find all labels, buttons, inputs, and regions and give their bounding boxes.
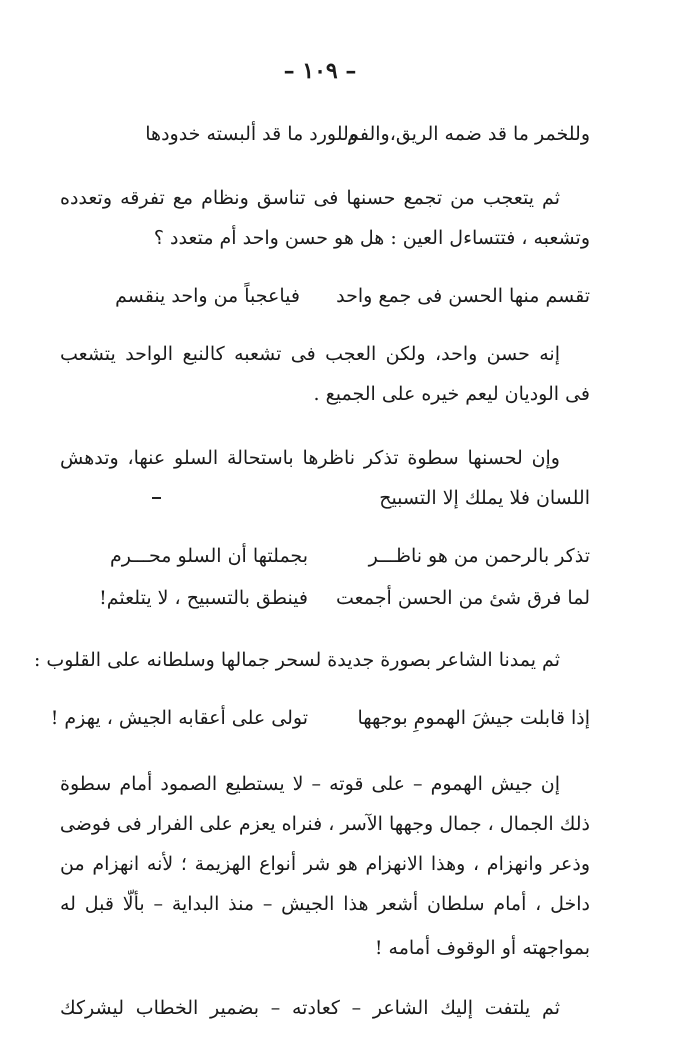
- verse-hemistich-left-text: وللخمر ما قد ضمه الريق،والفم: [347, 123, 590, 145]
- text-line: فى الوديان ليعم خيره على الجميع .: [313, 383, 590, 405]
- verse-hemistich-left: فياعجباً من واحد ينقسم: [115, 285, 300, 307]
- verse-hemistich-right: إذا قابلت جيشَ الهمومِ بوجهها: [357, 707, 590, 729]
- text-line: وتشعبه ، فتتساءل العين : هل هو حسن واحد أم متعدد ؟: [153, 227, 590, 249]
- text-line: وذعر وانهزام ، وهذا الانهزام هو شر أنواع الهزيمة ؛ لأنه انهزام من: [60, 853, 590, 875]
- verse-hemistich-right: تقسم منها الحسن فى جمع واحد: [336, 285, 590, 307]
- text-line: إن جيش الهموم – على قوته – لا يستطيع الصمود أمام سطوة: [60, 773, 560, 795]
- text-line: ذلك الجمال ، جمال وجهها الآسر ، فنراه يعزم على الفرار فى فوضى: [59, 813, 590, 835]
- verse-hemistich-right: وللورد ما قد ألبسته خدودها: [145, 123, 358, 145]
- text-line: اللسان فلا يملك إلا التسبيح: [379, 487, 590, 509]
- ink-mark: [152, 497, 161, 499]
- text-line: ثم يلتفت إليك الشاعر – كعادته – بضمير الخطاب ليشركك: [60, 997, 560, 1019]
- page-number: – ١٠٩ –: [283, 58, 357, 84]
- text-line: ثم يتعجب من تجمع حسنها فى تناسق ونظام مع تفرقه وتعدده: [60, 187, 560, 209]
- text-line: وإن لحسنها سطوة تذكر ناظرها باستحالة السلو عنها، وتدهش: [60, 447, 560, 469]
- verse-hemistich-right: لما فرق شئ من الحسن أجمعت: [335, 587, 590, 609]
- text-line: ثم يمدنا الشاعر بصورة جديدة لسحر جمالها وسلطانه على القلوب :: [33, 649, 560, 671]
- text-line: داخل ، أمام سلطان أشعر هذا الجيش – منذ البداية – بألّا قبل له: [60, 893, 590, 915]
- verse-hemistich-right: تذكر بالرحمن من هو ناظـــر: [368, 545, 590, 567]
- text-line: إنه حسن واحد، ولكن العجب فى تشعبه كالنبع الواحد يتشعب: [60, 343, 560, 365]
- verse-hemistich-left: بجملتها أن السلو محـــرم: [110, 545, 308, 567]
- verse-hemistich-left: فينطق بالتسبيح ، لا يتلعثم!: [99, 587, 308, 609]
- verse-hemistich-left: تولى على أعقابه الجيش ، يهزم !: [50, 707, 308, 729]
- text-line: بمواجهته أو الوقوف أمامه !: [374, 937, 590, 959]
- verse-hemistich-left: [60, 122, 590, 146]
